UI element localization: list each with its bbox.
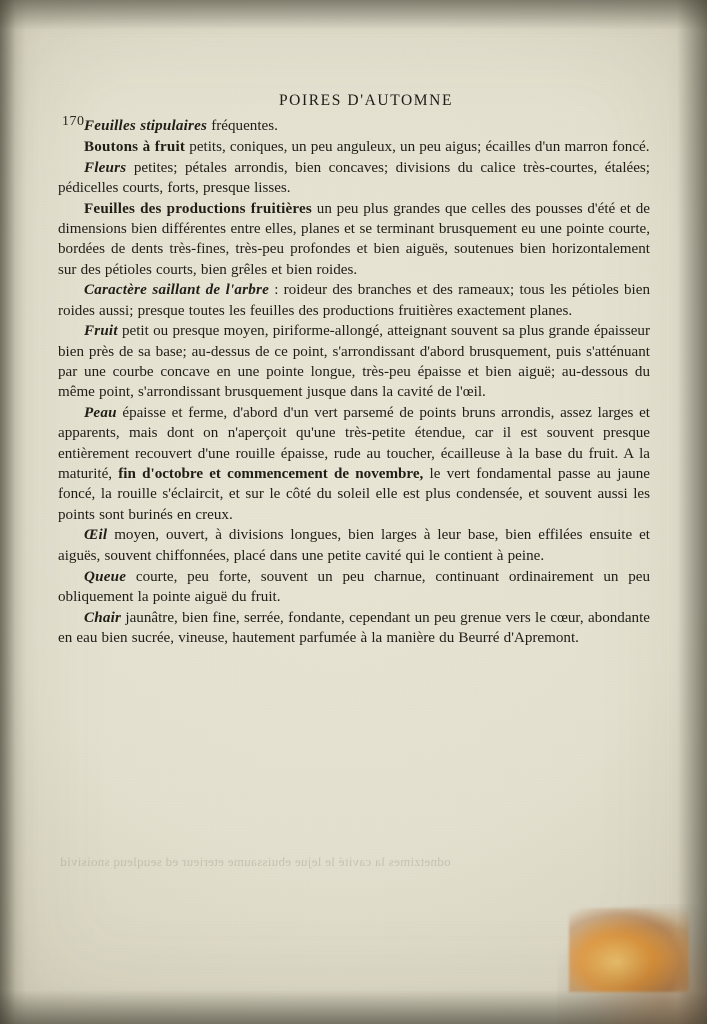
paragraph-lead: Œil: [84, 527, 108, 544]
paragraph-oeil: [58, 525, 650, 566]
paragraph-body: jaunâtre, bien fine, serrée, fondante, cependant un peu grenue vers le cœur, abondante en eau bien sucrée, vineuse, hautement parfumée à la manière du Beurré d'Apremont.: [58, 609, 650, 646]
paragraph-lead: Boutons à fruit: [84, 138, 186, 155]
page-show-through-text: odnetzimes la cavité le lejue ebuissaume eterieur ed seuqleuq snoisivid: [60, 854, 451, 869]
page-edge-top: [0, 0, 707, 30]
paragraph-caractere-saillant: [58, 280, 650, 321]
page-edge-bottom: [0, 990, 707, 1024]
page-edge-right: [677, 0, 707, 1024]
paragraph-fruit: [58, 321, 650, 402]
paragraph-lead: Queue: [84, 568, 127, 585]
paragraph-body: épaisse et ferme, d'abord d'un vert parsemé de points bruns arrondis, assez larges et apparents, mais dont on n'aperçoit qu'une très-petite étendue, car il est souvent presque entièrement recouvert d'une rouille épaisse, rude au toucher, écailleuse à la base du fruit. A la maturité,: [58, 405, 650, 483]
paragraph-body: fréquentes.: [207, 118, 278, 134]
paragraph-lead: Feuilles stipulaires: [84, 118, 208, 134]
paragraph-body: courte, peu forte, souvent un peu charnue, continuant ordinairement un peu obliquement la pointe aiguë du fruit.: [58, 568, 650, 605]
paragraph-chair: [58, 608, 650, 649]
light-flare-artifact: [569, 908, 689, 992]
paragraph-body: moyen, ouvert, à divisions longues, bien larges à leur base, bien effilées ensuite et aiguës, souvent chiffonnées, placé dans une petite cavité qui le contient à peine.: [58, 527, 650, 564]
page-number: 170: [62, 114, 85, 129]
paragraph-lead: Peau: [84, 405, 117, 422]
paragraph-feuilles-stipulaires: [58, 116, 650, 136]
paragraph-body: : roideur des branches et des rameaux; tous les pétioles bien roides aussi; presque toutes les feuilles des productions fruitières exactement planes.: [58, 282, 650, 319]
paragraph-lead: Feuilles des productions fruitières: [84, 200, 312, 217]
running-head: POIRES D'AUTOMNE: [278, 92, 454, 109]
paragraph-fleurs: [58, 158, 650, 199]
paragraph-body: petit ou presque moyen, piriforme-allongé, atteignant souvent sa plus grande épaisseur bien près de sa base; au-dessus de ce point, s'arrondissant d'abord brusquement, puis s'atténuant par une courbe concave en une pointe longue, très-peu épaisse et bien aiguë; au-dessous du même point, s'arrondissant brusquement jusque dans la cavité de l'œil.: [58, 323, 650, 401]
paragraph-lead: Fleurs: [84, 159, 127, 176]
paragraph-feuilles-productions-fruitieres: [58, 199, 650, 280]
paragraph-boutons-a-fruit: [58, 137, 650, 157]
paragraph-body: petites; pétales arrondis, bien concaves; divisions du calice très-courtes, étalées; pédicelles courts, forts, presque lisses.: [58, 159, 650, 196]
paragraph-lead: Chair: [84, 609, 122, 626]
paragraph-body-continued: le vert fondamental passe au jaune foncé, la rouille s'éclaircit, et sur le côté du soleil elle est plus condensée, et souvent aussi les points sont burinés en creux.: [58, 466, 650, 523]
paragraph-emphasis: fin d'octobre et commencement de novembre,: [118, 466, 424, 483]
paragraph-body: un peu plus grandes que celles des pousses d'été et de dimensions bien différentes entre elles, planes et se terminant brusquement eu une pointe courte, bordées de dents très-fines, très-peu profondes et bien aiguës, soutenues bien horizontalement sur des pétioles courts, bien grêles et bien roides.: [58, 200, 650, 278]
paragraph-peau: [58, 403, 650, 525]
paragraph-body: petits, coniques, un peu anguleux, un peu aigus; écailles d'un marron foncé.: [185, 138, 650, 155]
page-edge-left: [0, 0, 26, 1024]
paragraph-lead: Fruit: [84, 323, 118, 340]
paragraph-queue: [58, 567, 650, 608]
paragraph-lead: Caractère saillant de l'arbre: [84, 282, 269, 299]
page-text-block: [58, 92, 650, 649]
